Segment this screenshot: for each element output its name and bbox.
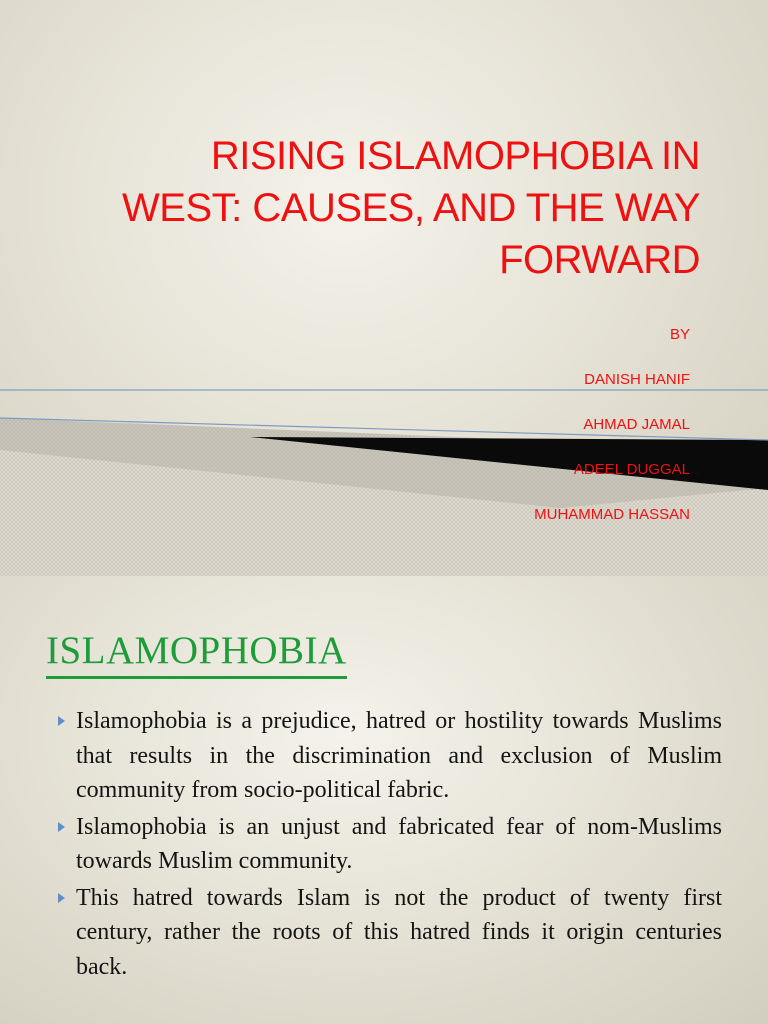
author-name: AHMAD JAMAL: [583, 416, 690, 433]
bullet-list: [58, 704, 722, 986]
triangle-bullet-icon: [58, 716, 65, 726]
by-label: BY: [669, 326, 690, 343]
bullet-text: Islamophobia is an unjust and fabricated fear of nom-Muslims towards Muslim community.: [76, 813, 722, 874]
author-name: MUHAMMAD HASSAN: [534, 506, 690, 523]
bullet-text: This hatred towards Islam is not the product of twenty first century, rather the roots of this hatred finds it origin centuries back.: [76, 884, 722, 980]
triangle-bullet-icon: [58, 822, 65, 832]
bullet-item: [58, 704, 722, 808]
bullet-text: Islamophobia is a prejudice, hatred or hostility towards Muslims that results in the discrimination and exclusion of Muslim community from socio-political fabric.: [76, 708, 722, 803]
bullet-item: [58, 881, 722, 985]
bullet-item: [58, 810, 722, 879]
section-heading: ISLAMOPHOBIA: [46, 626, 347, 679]
content-slide: [0, 576, 768, 1024]
triangle-bullet-icon: [58, 893, 65, 903]
author-name: ADEEL DUGGAL: [573, 461, 690, 478]
author-list: [390, 322, 690, 547]
author-name: DANISH HANIF: [584, 371, 690, 388]
presentation-title: RISING ISLAMOPHOBIA IN WEST: CAUSES, AND THE WAY FORWARD: [122, 134, 700, 282]
